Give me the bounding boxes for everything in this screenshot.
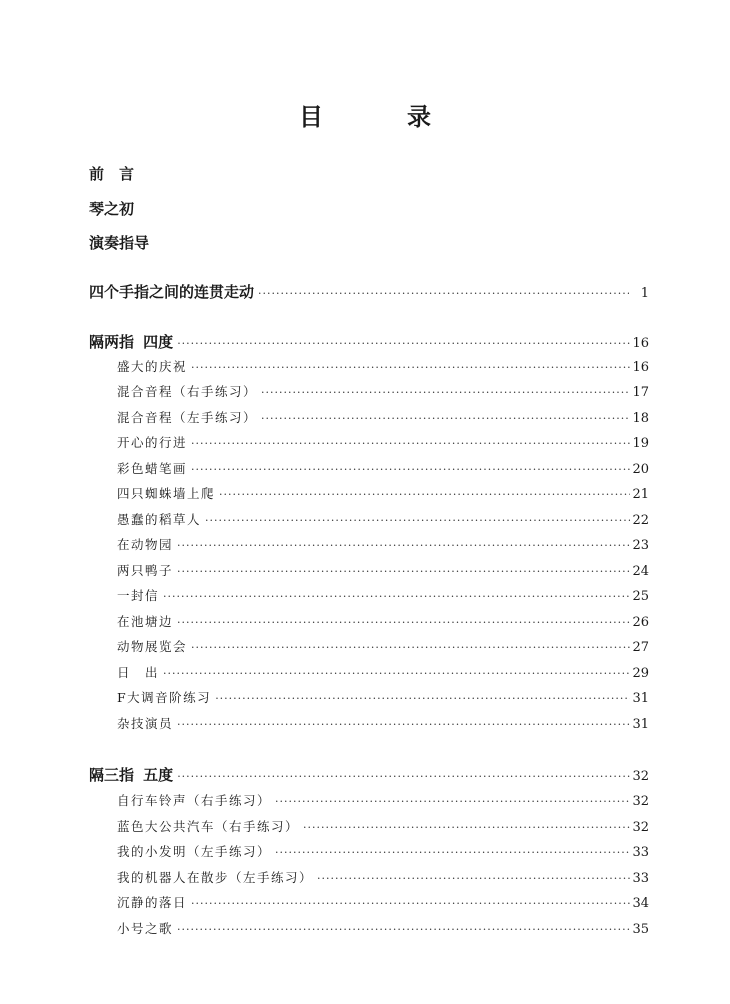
- dot-leader: [163, 664, 630, 684]
- toc-item-label: 我的机器人在散步（左手练习）: [117, 870, 314, 885]
- dot-leader: [177, 767, 630, 787]
- toc-item-label: 混合音程（左手练习）: [117, 410, 258, 425]
- toc-page-number: 16: [632, 360, 649, 375]
- toc-item-label: 盛大的庆祝: [117, 359, 188, 374]
- toc-page-number: 33: [632, 845, 649, 860]
- dot-leader: [317, 869, 630, 889]
- toc-item[interactable]: [117, 357, 649, 378]
- toc-page-number: 18: [632, 411, 649, 426]
- dot-leader: [191, 358, 630, 378]
- toc-item[interactable]: [117, 842, 649, 863]
- toc-item-label: 小号之歌: [117, 921, 174, 936]
- dot-leader: [261, 409, 630, 429]
- toc-page-number: 32: [632, 794, 649, 809]
- toc-section-subtitle: 五度: [143, 766, 174, 784]
- dot-leader: [261, 383, 630, 403]
- toc-item[interactable]: [117, 382, 649, 403]
- toc-item-label: 自行车铃声（右手练习）: [117, 793, 272, 808]
- toc-item-label: 四只蜘蛛墙上爬: [117, 486, 216, 501]
- toc-item-label: 动物展览会: [117, 639, 188, 654]
- dot-leader: [205, 511, 630, 531]
- toc-item[interactable]: [117, 714, 649, 735]
- toc-item[interactable]: [117, 484, 649, 505]
- front-matter-qinzhichu[interactable]: 琴之初: [89, 200, 135, 218]
- dot-leader: [177, 715, 630, 735]
- toc-section-fourths[interactable]: [89, 332, 649, 354]
- toc-item-label: 彩色蜡笔画: [117, 461, 188, 476]
- toc-item[interactable]: [117, 919, 649, 940]
- toc-item-label: 一封信: [117, 588, 160, 603]
- page-title: 目 录: [299, 102, 461, 131]
- dot-leader: [191, 434, 630, 454]
- toc-item[interactable]: [117, 510, 649, 531]
- toc-item-label: 两只鸭子: [117, 563, 174, 578]
- front-matter-performance-guide[interactable]: 演奏指导: [89, 234, 150, 252]
- toc-item-label: 蓝色大公共汽车（右手练习）: [117, 819, 300, 834]
- dot-leader: [163, 587, 630, 607]
- toc-page-number: 35: [632, 922, 649, 937]
- dot-leader: [275, 843, 630, 863]
- dot-leader: [258, 284, 629, 304]
- toc-item[interactable]: [117, 791, 649, 812]
- toc-section-intro[interactable]: [89, 282, 649, 304]
- toc-section-title: 四个手指之间的连贯走动: [89, 283, 255, 301]
- toc-item[interactable]: [117, 637, 649, 658]
- toc-page-number: 32: [632, 820, 649, 835]
- toc-page-number: 17: [632, 385, 649, 400]
- toc-page-number: 26: [632, 615, 649, 630]
- toc-item-label: 杂技演员: [117, 716, 174, 731]
- toc-item-label: 在池塘边: [117, 614, 174, 629]
- toc-page-number: 31: [632, 691, 649, 706]
- toc-item[interactable]: [117, 893, 649, 914]
- dot-leader: [177, 613, 630, 633]
- dot-leader: [191, 638, 630, 658]
- toc-page-number: 20: [632, 462, 649, 477]
- dot-leader: [177, 536, 630, 556]
- toc-item[interactable]: [117, 433, 649, 454]
- toc-section-fifths[interactable]: [89, 765, 649, 787]
- toc-item-label: 混合音程（右手练习）: [117, 384, 258, 399]
- toc-page-number: 25: [632, 589, 649, 604]
- toc-page-number: 27: [632, 640, 649, 655]
- toc-item[interactable]: [117, 663, 649, 684]
- toc-item-label: 愚蠢的稻草人: [117, 512, 202, 527]
- toc-section-subtitle: 四度: [143, 333, 174, 351]
- dot-leader: [275, 792, 630, 812]
- toc-item[interactable]: [117, 561, 649, 582]
- toc-item[interactable]: [117, 688, 649, 709]
- toc-page-number: 22: [632, 513, 649, 528]
- dot-leader: [177, 334, 630, 354]
- toc-item-label: 日 出: [117, 665, 160, 680]
- toc-page-number: 1: [640, 286, 649, 301]
- toc-page-number: 24: [632, 564, 649, 579]
- toc-item-label: F大调音阶练习: [117, 690, 212, 705]
- toc-page-number: 33: [632, 871, 649, 886]
- dot-leader: [219, 485, 630, 505]
- toc-item-label: 在动物园: [117, 537, 174, 552]
- toc-item[interactable]: [117, 586, 649, 607]
- dot-leader: [191, 460, 630, 480]
- toc-page-number: 31: [632, 717, 649, 732]
- toc-page-number: 23: [632, 538, 649, 553]
- toc-item-label: 开心的行进: [117, 435, 188, 450]
- toc-page-number: 34: [632, 896, 649, 911]
- toc-page-number: 16: [632, 336, 649, 351]
- dot-leader: [177, 562, 630, 582]
- front-matter-preface[interactable]: 前 言: [89, 165, 135, 183]
- toc-page-number: 32: [632, 769, 649, 784]
- toc-section-title: 隔三指: [89, 766, 135, 784]
- toc-page-number: 29: [632, 666, 649, 681]
- toc-item[interactable]: [117, 612, 649, 633]
- toc-item[interactable]: [117, 459, 649, 480]
- toc-item-label: 我的小发明（左手练习）: [117, 844, 272, 859]
- toc-item[interactable]: [117, 408, 649, 429]
- toc-section-title: 隔两指: [89, 333, 135, 351]
- toc-item-label: 沉静的落日: [117, 895, 188, 910]
- toc-page-number: 21: [632, 487, 649, 502]
- toc-page-number: 19: [632, 436, 649, 451]
- toc-item[interactable]: [117, 817, 649, 838]
- dot-leader: [177, 920, 630, 940]
- dot-leader: [215, 689, 630, 709]
- toc-item[interactable]: [117, 868, 649, 889]
- toc-item[interactable]: [117, 535, 649, 556]
- dot-leader: [191, 894, 630, 914]
- dot-leader: [303, 818, 630, 838]
